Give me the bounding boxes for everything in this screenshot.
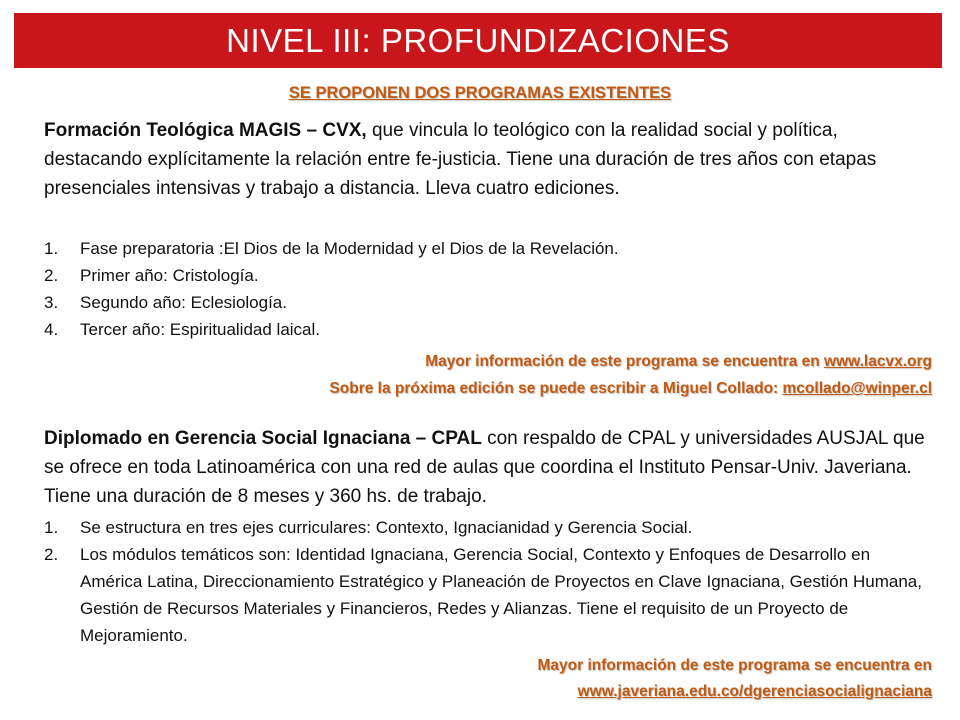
slide-title-banner [14, 13, 942, 68]
program1-name: Formación Teológica MAGIS – CVX, [44, 120, 367, 141]
program1-info-line: Mayor información de este programa se encuentra en www.lacvx.org [425, 353, 932, 370]
program2-info-link-line [578, 683, 932, 701]
program2-name: Diplomado en Gerencia Social Ignaciana – CPAL [44, 428, 482, 449]
section-subtitle: SE PROPONEN DOS PROGRAMAS EXISTENTES [288, 84, 672, 102]
program2-list [44, 514, 934, 649]
list-item: 1. Se estructura en tres ejes curriculares: Contexto, Ignacianidad y Gerencia Social. [44, 518, 693, 537]
list-item: 1. Fase preparatoria :El Dios de la Modernidad y el Dios de la Revelación. [44, 239, 619, 258]
program2-description [44, 424, 934, 511]
program1-description-text: que vincula lo teológico con la realidad social y política, destacando explícitamente la relación entre fe-justicia. Tiene una duración de tres años con etapas presenciales intensivas y trabajo a distancia. Lleva cuatro ediciones. [44, 120, 877, 199]
program1-contact-email-link[interactable]: mcollado@winper.cl [782, 380, 932, 397]
program1-list [44, 239, 934, 347]
program1-description [44, 116, 934, 203]
list-item: 3. Segundo año: Eclesiología. [44, 293, 287, 312]
program1-contact-line: Sobre la próxima edición se puede escribir a Miguel Collado: mcollado@winper.cl [329, 380, 932, 397]
slide-title: NIVEL III: PROFUNDIZACIONES [226, 22, 730, 59]
list-item: 4. Tercer año: Espiritualidad laical. [44, 320, 321, 339]
program1-info-link[interactable]: www.lacvx.org [824, 353, 932, 370]
program2-description-text: con respaldo de CPAL y universidades AUSJAL que se ofrece en toda Latinoamérica con una red de aulas que coordina el Instituto Pensar-Univ. Javeriana. Tiene una duración de 8 meses y 360 hs. de trabajo. [44, 428, 925, 507]
program2-info-line: Mayor información de este programa se encuentra en [537, 657, 932, 674]
list-item: 2. Primer año: Cristología. [44, 266, 259, 285]
list-item: 2. Los módulos temáticos son: Identidad Ignaciana, Gerencia Social, Contexto y Enfoques de Desarrollo en América Latina, Direccionamiento Estratégico y Planeación de Proyectos en Clave Ignaciana, Gestión Humana, Gestión de Recursos Materiales y Financieros, Redes y Alianzas. Tiene el requisito de un Proyecto de Mejoramiento. [44, 545, 922, 645]
program2-info-link[interactable]: www.javeriana.edu.co/dgerenciasocialignaciana [577, 683, 932, 700]
